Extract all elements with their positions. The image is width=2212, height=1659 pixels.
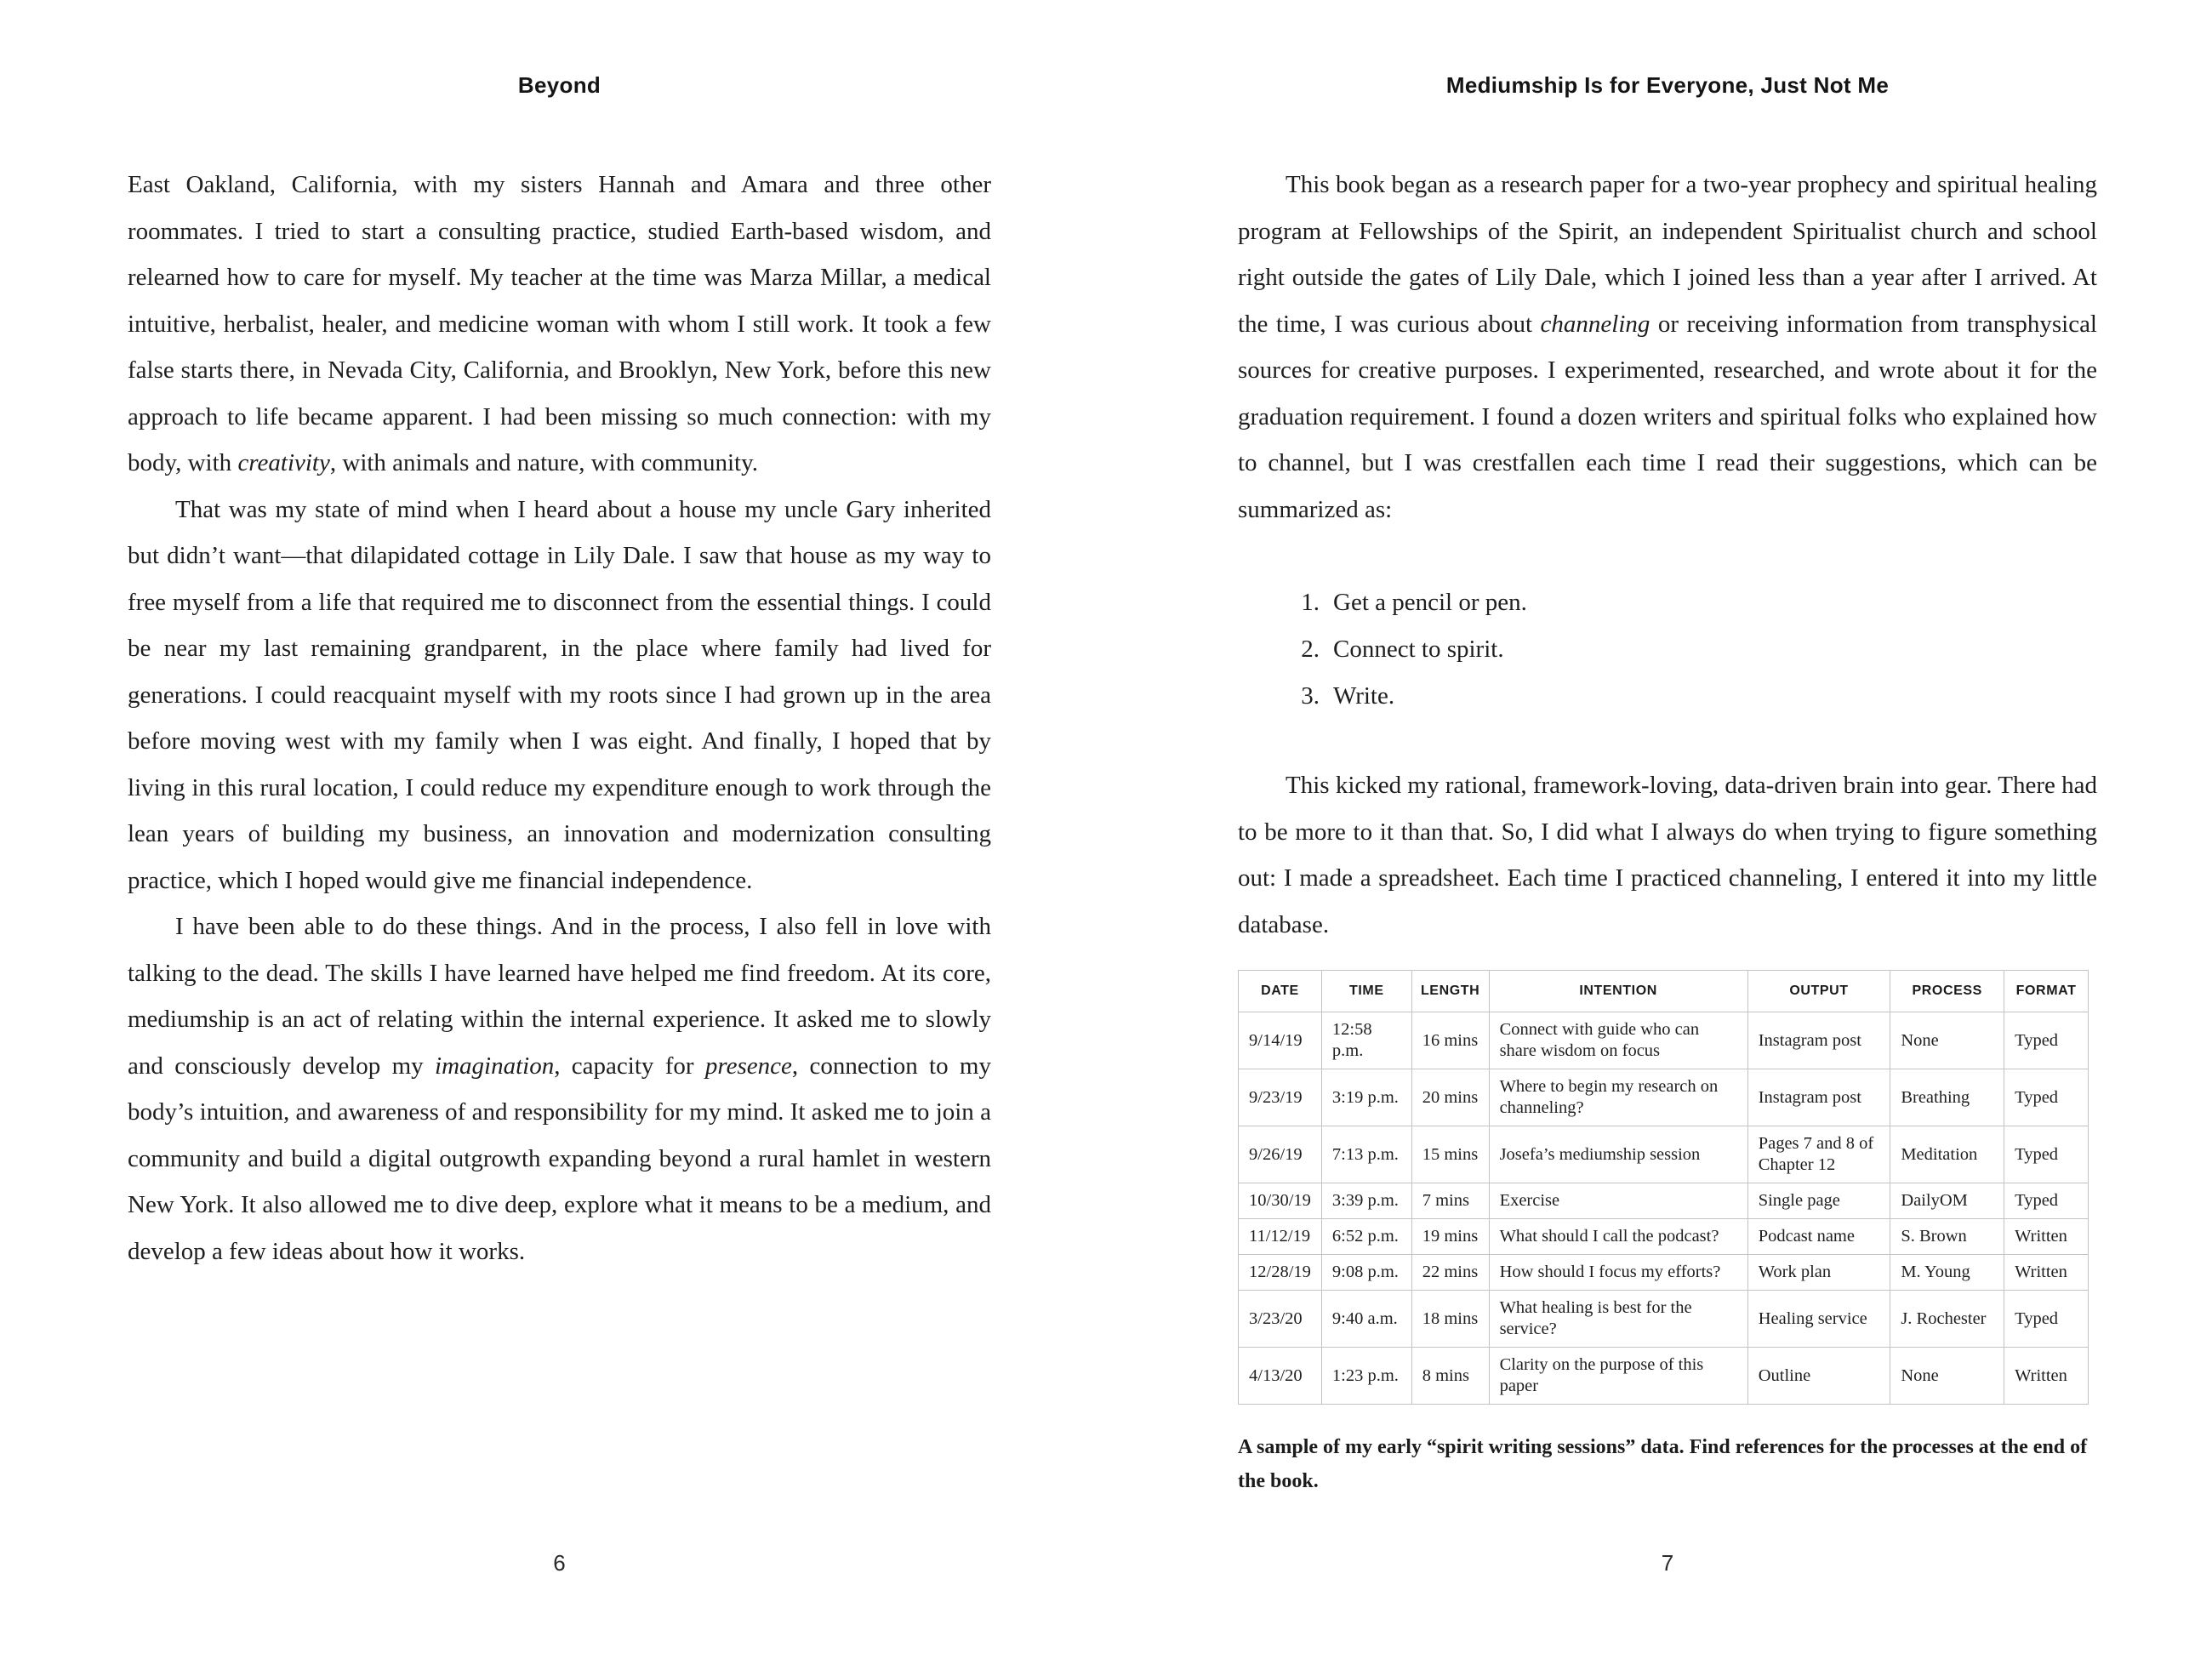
column-header: TIME — [1321, 971, 1411, 1012]
paragraph: That was my state of mind when I heard about a house my uncle Gary inherited but didn’t want—that dilapidated cottage in Lily Dale. I saw that house as my way to free myself from a life that required me to disconnect from the essential things. I could be near my last remaining grandparent, in the place where family had lived for generations. I could reacquaint myself with my roots since I had grown up in the area before moving west with my family when I was eight. And finally, I hoped that by living in this rural location, I could reduce my expenditure enough to work through the lean years of building my business, an innovation and modernization consulting practice, which I hoped would give me financial independence. — [128, 495, 991, 894]
table-cell: 12:58 p.m. — [1321, 1012, 1411, 1069]
list-item: 1. Get a pencil or pen. — [1301, 589, 1527, 616]
table-caption: A sample of my early “spirit writing sessions” data. Find references for the processes at the end of the book. — [1238, 1436, 2088, 1492]
spirit-writing-sessions-table — [1238, 970, 2089, 1405]
table-cell: Josefa’s mediumship session — [1489, 1126, 1747, 1183]
table-cell: Written — [2004, 1219, 2089, 1255]
table-cell: None — [1890, 1348, 2004, 1405]
table-cell: 15 mins — [1411, 1126, 1489, 1183]
left-body-text — [128, 162, 991, 1274]
table-cell: Podcast name — [1747, 1219, 1890, 1255]
table-cell: Breathing — [1890, 1069, 2004, 1126]
paragraph: This kicked my rational, framework-loving, data-driven brain into gear. There had to be more to it than that. So, I did what I always do when trying to figure something out: I made a spreadsheet. Each time I practiced channeling, I entered it into my little database. — [1238, 772, 2097, 938]
table-cell: Typed — [2004, 1069, 2089, 1126]
table-cell: Written — [2004, 1255, 2089, 1291]
table-cell: 9/14/19 — [1239, 1012, 1322, 1069]
table-cell: Where to begin my research on channeling? — [1489, 1069, 1747, 1126]
paragraph: East Oakland, California, with my sisters Hannah and Amara and three other roommates. I tried to start a consulting practice, studied Earth-based wisdom, and relearned how to care for myself. My teacher at the time was Marza Millar, a medical intuitive, herbalist, healer, and medicine woman with whom I still work. It took a few false starts there, in Nevada City, California, and Brooklyn, New York, before this new approach to life became apparent. I had been missing so much connection: with my body, with creativity, with animals and nature, with community. — [128, 171, 991, 476]
table-cell: 9:40 a.m. — [1321, 1291, 1411, 1348]
table-cell: 10/30/19 — [1239, 1183, 1322, 1219]
column-header: INTENTION — [1489, 971, 1747, 1012]
table-row — [1239, 1348, 2089, 1405]
table-cell: Typed — [2004, 1012, 2089, 1069]
table-row — [1239, 1183, 2089, 1219]
table-cell: 4/13/20 — [1239, 1348, 1322, 1405]
paragraph: This book began as a research paper for a two-year prophecy and spiritual healing program at Fellowships of the Spirit, an independent Spiritualist church and school right outside the gates of Lily Dale, which I joined less than a year after I arrived. At the time, I was curious about channeling or receiving information from transphysical sources for creative purposes. I experimented, researched, and wrote about it for the graduation requirement. I found a dozen writers and spiritual folks who explained how to channel, but I was crestfallen each time I read their suggestions, which can be summarized as: — [1238, 171, 2097, 523]
table-cell: 3:19 p.m. — [1321, 1069, 1411, 1126]
column-header: DATE — [1239, 971, 1322, 1012]
table-cell: Connect with guide who can share wisdom on focus — [1489, 1012, 1747, 1069]
right-intro-text — [1238, 162, 2097, 533]
column-header: PROCESS — [1890, 971, 2004, 1012]
sessions-table-wrap — [1238, 970, 2097, 1405]
table-cell: 20 mins — [1411, 1069, 1489, 1126]
table-cell: J. Rochester — [1890, 1291, 2004, 1348]
table-cell: Pages 7 and 8 of Chapter 12 — [1747, 1126, 1890, 1183]
table-cell: Written — [2004, 1348, 2089, 1405]
table-cell: 7 mins — [1411, 1183, 1489, 1219]
table-cell: 16 mins — [1411, 1012, 1489, 1069]
left-page-number: 6 — [553, 1550, 566, 1576]
right-body-column — [1238, 162, 2097, 1498]
table-cell: 9/23/19 — [1239, 1069, 1322, 1126]
table-cell: Instagram post — [1747, 1012, 1890, 1069]
table-cell: Typed — [2004, 1126, 2089, 1183]
table-cell: Single page — [1747, 1183, 1890, 1219]
table-cell: 18 mins — [1411, 1291, 1489, 1348]
table-cell: 9/26/19 — [1239, 1126, 1322, 1183]
table-cell: 8 mins — [1411, 1348, 1489, 1405]
table-cell: Instagram post — [1747, 1069, 1890, 1126]
list-item: 3. Write. — [1301, 682, 1395, 710]
table-cell: Work plan — [1747, 1255, 1890, 1291]
table-cell: 3:39 p.m. — [1321, 1183, 1411, 1219]
right-after-list-text — [1238, 762, 2097, 948]
table-cell: What healing is best for the service? — [1489, 1291, 1747, 1348]
table-cell: Outline — [1747, 1348, 1890, 1405]
table-cell: 7:13 p.m. — [1321, 1126, 1411, 1183]
table-row — [1239, 1012, 2089, 1069]
table-row — [1239, 1069, 2089, 1126]
page-right — [1106, 0, 2212, 1659]
table-row — [1239, 1291, 2089, 1348]
table-cell: Exercise — [1489, 1183, 1747, 1219]
table-cell: 22 mins — [1411, 1255, 1489, 1291]
table-cell: S. Brown — [1890, 1219, 2004, 1255]
column-header: OUTPUT — [1747, 971, 1890, 1012]
table-row — [1239, 1126, 2089, 1183]
table-cell: Typed — [2004, 1183, 2089, 1219]
left-running-head: Beyond — [517, 72, 601, 98]
paragraph: I have been able to do these things. And in the process, I also fell in love with talking to the dead. The skills I have learned have helped me find freedom. At its core, mediumship is an act of relating within the internal experience. It asked me to slowly and consciously develop my imagination, capacity for presence, connection to my body’s intuition, and awareness of and responsibility for my mind. It asked me to join a community and build a digital outgrowth expanding beyond a rural hamlet in western New York. It also allowed me to dive deep, explore what it means to be a medium, and develop a few ideas about how it works. — [128, 913, 991, 1265]
table-cell: Healing service — [1747, 1291, 1890, 1348]
table-cell: 9:08 p.m. — [1321, 1255, 1411, 1291]
table-cell: 1:23 p.m. — [1321, 1348, 1411, 1405]
table-cell: DailyOM — [1890, 1183, 2004, 1219]
right-page-number: 7 — [1661, 1550, 1674, 1576]
table-cell: What should I call the podcast? — [1489, 1219, 1747, 1255]
table-cell: Clarity on the purpose of this paper — [1489, 1348, 1747, 1405]
right-running-head: Mediumship Is for Everyone, Just Not Me — [1445, 72, 1890, 98]
channeling-steps-list — [1291, 579, 2097, 720]
table-cell: How should I focus my efforts? — [1489, 1255, 1747, 1291]
list-item: 2. Connect to spirit. — [1301, 636, 1504, 663]
table-cell: Typed — [2004, 1291, 2089, 1348]
table-row — [1239, 1255, 2089, 1291]
table-cell: 19 mins — [1411, 1219, 1489, 1255]
table-cell: 3/23/20 — [1239, 1291, 1322, 1348]
table-cell: None — [1890, 1012, 2004, 1069]
table-cell: 11/12/19 — [1239, 1219, 1322, 1255]
table-cell: Meditation — [1890, 1126, 2004, 1183]
table-cell: 12/28/19 — [1239, 1255, 1322, 1291]
table-row — [1239, 1219, 2089, 1255]
column-header: FORMAT — [2004, 971, 2089, 1012]
table-cell: 6:52 p.m. — [1321, 1219, 1411, 1255]
table-cell: M. Young — [1890, 1255, 2004, 1291]
column-header: LENGTH — [1411, 971, 1489, 1012]
